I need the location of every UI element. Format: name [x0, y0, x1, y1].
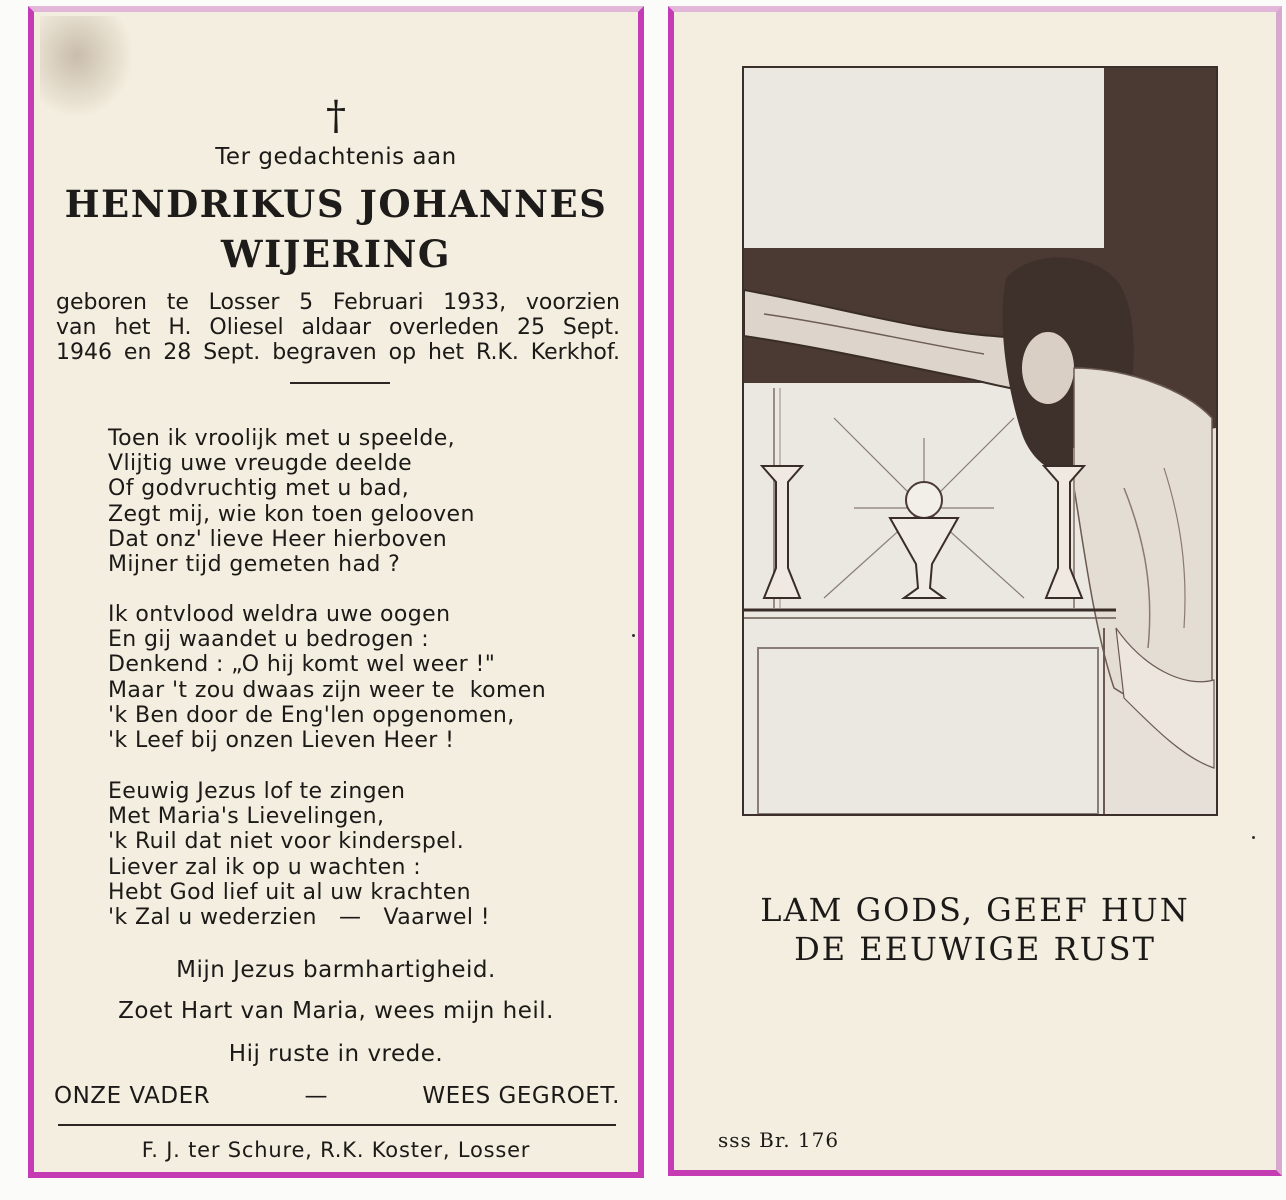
poem-line: Hebt God lief uit al uw krachten [108, 879, 472, 905]
rest-in-peace: Hij ruste in vrede. [228, 1041, 444, 1067]
divider [290, 382, 390, 384]
bio-line: van het H. Oliesel aldaar overleden 25 Sept. [56, 315, 620, 340]
series-code: sss Br. 176 [718, 1128, 840, 1152]
bio-line: geboren te Losser 5 Februari 1933, voorzien [56, 290, 620, 315]
poem-line: Mijner tijd gemeten had ? [108, 552, 401, 578]
poem-line: En gij waandet u bedrogen : [108, 627, 430, 653]
cross-symbol: † [326, 93, 346, 139]
poem-stanza [108, 779, 588, 930]
prayer-request-row [54, 1083, 620, 1109]
poem-line: Maar 't zou dwaas zijn weer te komen [108, 677, 547, 703]
poem-stanza [108, 426, 588, 577]
prayer-hail-mary: WEES GEGROET. [422, 1083, 620, 1109]
speck [1252, 836, 1255, 839]
memorial-card-text-side [28, 6, 644, 1178]
poem-line: Of godvruchtig met u bad, [108, 476, 410, 502]
intro-text: Ter gedachtenis aan [215, 144, 457, 170]
poem-line: Denkend : „O hij komt wel weer !" [108, 652, 496, 678]
poem-line: Dat onz' lieve Heer hierboven [108, 526, 448, 552]
deceased-name-last: WIJERING [220, 232, 452, 276]
prayer-invocation: Zoet Hart van Maria, wees mijn heil. [118, 998, 554, 1024]
crucifix-altar-illustration [744, 68, 1216, 814]
poem-line: Eeuwig Jezus lof te zingen [108, 779, 406, 804]
poem-line: 'k Ben door de Eng'len opgenomen, [108, 702, 515, 728]
printer-credit: F. J. ter Schure, R.K. Koster, Losser [141, 1138, 531, 1162]
prayer-our-father: ONZE VADER [54, 1083, 211, 1109]
poem-line: Toen ik vroolijk met u speelde, [108, 426, 456, 451]
poem-line: Liever zal ik op u wachten : [108, 854, 422, 880]
caption-line-2: DE EEUWIGE RUST [794, 930, 1156, 968]
speck [632, 634, 635, 637]
prayer-invocation: Mijn Jezus barmhartigheid. [176, 957, 496, 983]
poem-stanza [108, 602, 588, 753]
footer-divider [58, 1124, 616, 1126]
bio-line: 1946 en 28 Sept. begraven op het R.K. Kerkhof. [56, 340, 620, 365]
poem-line: 'k Ruil dat niet voor kinderspel. [108, 829, 465, 855]
crucifixion-picture [742, 66, 1218, 816]
prayer-separator: — [304, 1083, 328, 1109]
poem-line: 'k Leef bij onzen Lieven Heer ! [108, 728, 455, 754]
poem-line: Ik ontvlood weldra uwe oogen [108, 602, 451, 627]
caption-line-1: LAM GODS, GEEF HUN [760, 891, 1190, 929]
poem-line: Zegt mij, wie kon toen gelooven [108, 501, 475, 527]
poem-line: Met Maria's Lievelingen, [108, 804, 385, 830]
memorial-card-picture-side [668, 6, 1282, 1176]
poem-line: 'k Zal u wederzien — Vaarwel ! [108, 905, 490, 931]
poem-line: Vlijtig uwe vreugde deelde [108, 451, 413, 477]
deceased-name-first: HENDRIKUS JOHANNES [64, 182, 608, 226]
